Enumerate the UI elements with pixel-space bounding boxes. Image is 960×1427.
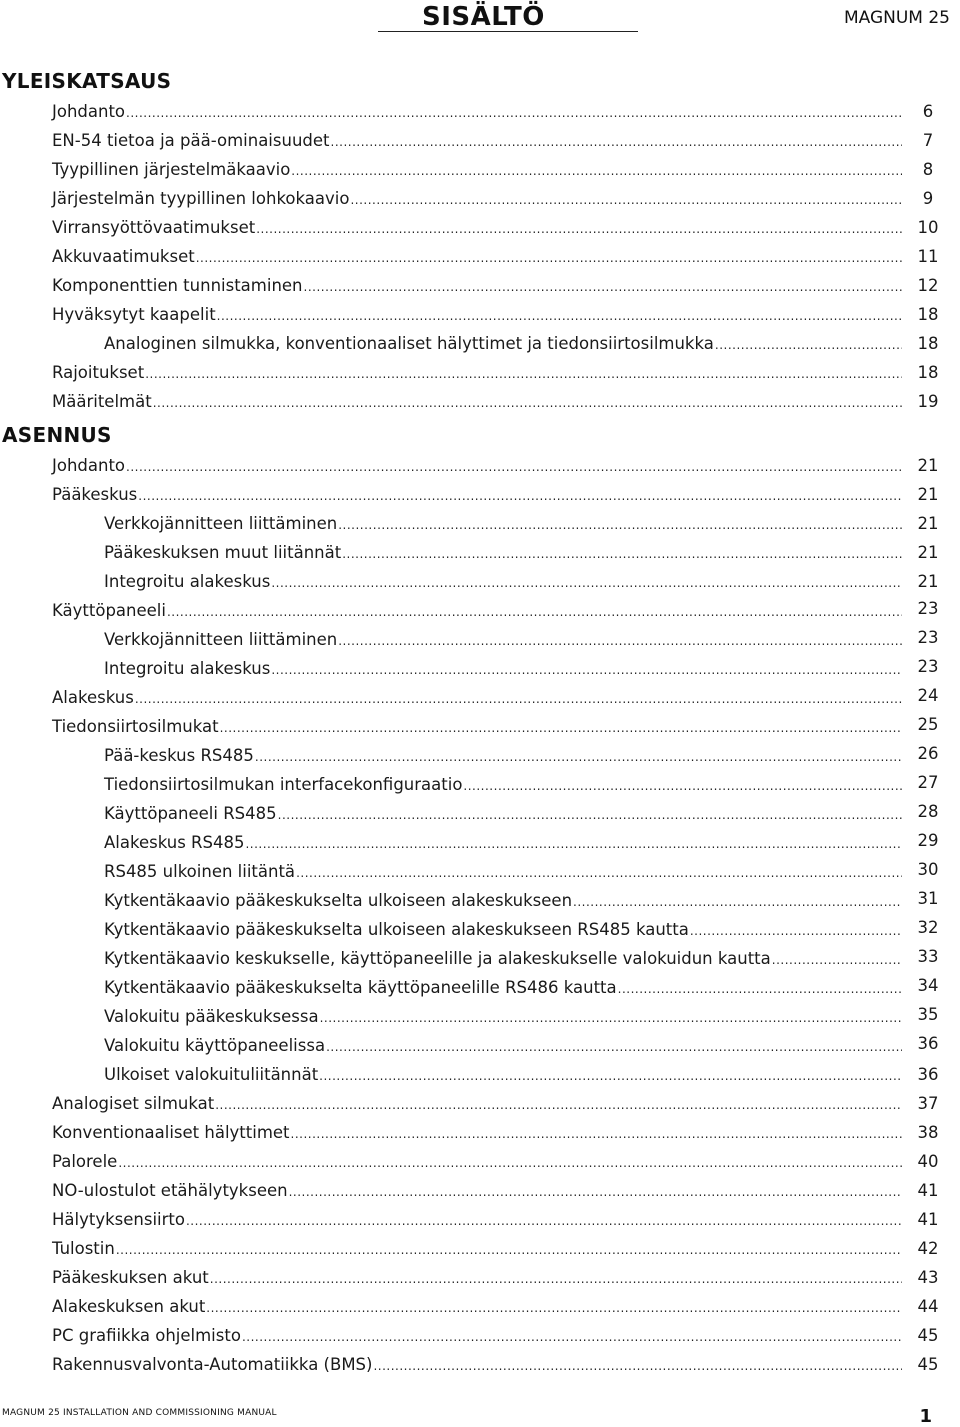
toc-entry-title: RS485 ulkoinen liitäntä [104, 862, 296, 881]
toc-entry [52, 714, 902, 740]
dot-leader [573, 889, 902, 915]
dot-leader [245, 831, 902, 857]
toc-entry-title: Akkuvaatimukset [52, 247, 195, 266]
footer-manual-title: MAGNUM 25 INSTALLATION AND COMMISSIONING MANUAL [2, 1408, 277, 1418]
dot-leader [242, 1324, 902, 1350]
toc-entry [104, 627, 902, 653]
toc-page-number: 40 [917, 1152, 939, 1171]
dot-leader [220, 715, 902, 741]
toc-page-number: 25 [917, 715, 939, 734]
toc-entry [104, 1062, 902, 1088]
dot-leader [342, 541, 902, 567]
toc-entry [104, 859, 902, 885]
dot-leader [138, 483, 902, 509]
toc-entry-title: Hälytyksensiirto [52, 1210, 185, 1229]
toc-page-number: 18 [917, 363, 939, 382]
toc-entry [52, 99, 902, 125]
toc-entry-title: EN-54 tietoa ja pää-ominaisuudet [52, 131, 330, 150]
toc-page-number: 33 [917, 947, 939, 966]
toc-page-number: 41 [917, 1210, 939, 1229]
dot-leader [215, 1092, 902, 1118]
toc-entry-title: Kytkentäkaavio keskukselle, käyttöpaneelille ja alakeskukselle valokuidun kautta [104, 949, 771, 968]
toc-entry-title: Integroitu alakeskus [104, 572, 271, 591]
dot-leader [326, 1034, 902, 1060]
toc-page-number: 9 [922, 189, 934, 208]
toc-entry-title: Analogiset silmukat [52, 1094, 215, 1113]
toc-page-number: 24 [917, 686, 939, 705]
toc-entry-title: Alakeskus [52, 688, 134, 707]
toc-page-number: 36 [917, 1034, 939, 1053]
toc-page-number: 21 [917, 456, 939, 475]
dot-leader [319, 1063, 902, 1089]
dot-leader [186, 1208, 902, 1234]
toc-entry-title: Analoginen silmukka, konventionaaliset hälyttimet ja tiedonsiirtosilmukka [104, 334, 714, 353]
toc-page-number: 23 [917, 628, 939, 647]
dot-leader [463, 773, 902, 799]
toc-page-number: 38 [917, 1123, 939, 1142]
toc-entry-title: Konventionaaliset hälyttimet [52, 1123, 290, 1142]
dot-leader [210, 1266, 902, 1292]
toc-page-number: 18 [917, 334, 939, 353]
dot-leader [217, 303, 902, 329]
toc-page-number: 7 [922, 131, 934, 150]
dot-leader [373, 1353, 902, 1379]
toc-entry [52, 1236, 902, 1262]
toc-entry [52, 1207, 902, 1233]
product-name: MAGNUM 25 [843, 8, 950, 28]
toc-entry [104, 511, 902, 537]
toc-page-number: 35 [917, 1005, 939, 1024]
toc-entry-title: Kytkentäkaavio pääkeskukselta käyttöpaneelille RS486 kautta [104, 978, 617, 997]
toc-entry [52, 453, 902, 479]
dot-leader [338, 628, 902, 654]
toc-entry-title: Virransyöttövaatimukset [52, 218, 256, 237]
dot-leader [116, 1237, 902, 1263]
toc-entry [104, 1033, 902, 1059]
dot-leader [278, 802, 902, 828]
footer-page-number: 1 [919, 1406, 932, 1427]
toc-page-number: 29 [917, 831, 939, 850]
toc-entry-title: Alakeskuksen akut [52, 1297, 206, 1316]
dot-leader [291, 158, 902, 184]
toc-entry-title: Käyttöpaneeli [52, 601, 166, 620]
dot-leader [772, 947, 902, 973]
dot-leader [118, 1150, 902, 1176]
dot-leader [291, 1121, 902, 1147]
toc-page-number: 8 [922, 160, 934, 179]
toc-entry-title: Pääkeskus [52, 485, 138, 504]
toc-entry [52, 1149, 902, 1175]
section-heading-installation: ASENNUS [2, 423, 112, 447]
toc-entry [104, 772, 902, 798]
toc-entry [104, 801, 902, 827]
toc-entry-title: Määritelmät [52, 392, 152, 411]
dot-leader [690, 918, 902, 944]
toc-entry-title: PC grafiikka ohjelmisto [52, 1326, 241, 1345]
toc-entry [52, 482, 902, 508]
toc-entry-title: Rajoitukset [52, 363, 145, 382]
toc-entry-title: Järjestelmän tyypillinen lohkokaavio [52, 189, 350, 208]
toc-entry-title: Pääkeskuksen akut [52, 1268, 209, 1287]
toc-entry [104, 569, 902, 595]
toc-entry [52, 186, 902, 212]
toc-page-number: 37 [917, 1094, 939, 1113]
toc-page-number: 32 [917, 918, 939, 937]
dot-leader [196, 245, 902, 271]
toc-entry [52, 685, 902, 711]
dot-leader [153, 390, 902, 416]
dot-leader [206, 1295, 902, 1321]
toc-entry [52, 1265, 902, 1291]
page-title: SISÄLTÖ [378, 4, 638, 32]
toc-entry [104, 656, 902, 682]
toc-entry-title: Verkkojännitteen liittäminen [104, 514, 338, 533]
toc-page-number: 21 [917, 543, 939, 562]
dot-leader [167, 599, 902, 625]
toc-page-number: 23 [917, 599, 939, 618]
dot-leader [256, 216, 902, 242]
toc-page-number: 21 [917, 572, 939, 591]
toc-entry-title: Johdanto [52, 456, 126, 475]
toc-entry-title: Kytkentäkaavio pääkeskukselta ulkoiseen alakeskukseen [104, 891, 573, 910]
toc-entry-title: Rakennusvalvonta-Automatiikka (BMS) [52, 1355, 373, 1374]
toc-entry [52, 128, 902, 154]
dot-leader [126, 100, 902, 126]
toc-entry [104, 917, 902, 943]
toc-entry [104, 743, 902, 769]
dot-leader [145, 361, 902, 387]
toc-entry [52, 1120, 902, 1146]
toc-page-number: 45 [917, 1326, 939, 1345]
toc-page-number: 18 [917, 305, 939, 324]
toc-entry-title: Johdanto [52, 102, 126, 121]
toc-entry-title: Ulkoiset valokuituliitännät [104, 1065, 319, 1084]
toc-entry [52, 302, 902, 328]
toc-entry-title: Tulostin [52, 1239, 115, 1258]
toc-entry-title: Palorele [52, 1152, 118, 1171]
toc-entry-title: Tiedonsiirtosilmukat [52, 717, 219, 736]
toc-entry [52, 1091, 902, 1117]
toc-page-number: 36 [917, 1065, 939, 1084]
toc-entry-title: Tyypillinen järjestelmäkaavio [52, 160, 291, 179]
toc-entry [52, 157, 902, 183]
dot-leader [350, 187, 902, 213]
toc-entry [52, 360, 902, 386]
toc-page-number: 21 [917, 514, 939, 533]
toc-entry-title: Integroitu alakeskus [104, 659, 271, 678]
toc-page-number: 26 [917, 744, 939, 763]
dot-leader [296, 860, 902, 886]
toc-page-number: 19 [917, 392, 939, 411]
dot-leader [304, 274, 902, 300]
toc-page-number: 30 [917, 860, 939, 879]
toc-page-number: 45 [917, 1355, 939, 1374]
dot-leader [715, 332, 902, 358]
toc-entry [104, 888, 902, 914]
toc-entry [104, 946, 902, 972]
toc-entry [104, 540, 902, 566]
toc-entry [104, 331, 902, 357]
toc-entry [52, 1352, 902, 1378]
toc-entry-title: Tiedonsiirtosilmukan interfacekonfiguraatio [104, 775, 463, 794]
dot-leader [126, 454, 902, 480]
dot-leader [338, 512, 902, 538]
toc-entry-title: Käyttöpaneeli RS485 [104, 804, 277, 823]
toc-entry [52, 244, 902, 270]
toc-entry-title: Komponenttien tunnistaminen [52, 276, 303, 295]
dot-leader [255, 744, 902, 770]
toc-page-number: 31 [917, 889, 939, 908]
toc-entry [52, 215, 902, 241]
toc-page-number: 11 [917, 247, 939, 266]
toc-entry [104, 1004, 902, 1030]
dot-leader [289, 1179, 902, 1205]
toc-entry-title: Hyväksytyt kaapelit [52, 305, 216, 324]
toc-page-number: 27 [917, 773, 939, 792]
toc-page-number: 12 [917, 276, 939, 295]
toc-entry-title: Kytkentäkaavio pääkeskukselta ulkoiseen alakeskukseen RS485 kautta [104, 920, 689, 939]
dot-leader [135, 686, 902, 712]
toc-entry [104, 830, 902, 856]
toc-page-number: 42 [917, 1239, 939, 1258]
toc-entry [52, 273, 902, 299]
dot-leader [271, 570, 902, 596]
toc-page-number: 6 [922, 102, 934, 121]
toc-page-number: 23 [917, 657, 939, 676]
toc-entry [104, 975, 902, 1001]
section-heading-overview: YLEISKATSAUS [2, 69, 172, 93]
toc-page-number: 44 [917, 1297, 939, 1316]
toc-entry-title: Valokuitu käyttöpaneelissa [104, 1036, 326, 1055]
toc-page-number: 34 [917, 976, 939, 995]
toc-entry-title: Pää-keskus RS485 [104, 746, 254, 765]
toc-entry [52, 1323, 902, 1349]
toc-page-number: 43 [917, 1268, 939, 1287]
toc-page-number: 28 [917, 802, 939, 821]
dot-leader [331, 129, 903, 155]
toc-entry [52, 389, 902, 415]
toc-entry-title: Pääkeskuksen muut liitännät [104, 543, 342, 562]
toc-entry-title: Verkkojännitteen liittäminen [104, 630, 338, 649]
toc-entry [52, 598, 902, 624]
toc-page-number: 41 [917, 1181, 939, 1200]
toc-entry-title: Valokuitu pääkeskuksessa [104, 1007, 319, 1026]
toc-page-number: 21 [917, 485, 939, 504]
toc-entry-title: Alakeskus RS485 [104, 833, 245, 852]
toc-entry [52, 1294, 902, 1320]
toc-entry-title: NO-ulostulot etähälytykseen [52, 1181, 288, 1200]
dot-leader [271, 657, 902, 683]
toc-entry [52, 1178, 902, 1204]
toc-page-number: 10 [917, 218, 939, 237]
dot-leader [320, 1005, 902, 1031]
dot-leader [618, 976, 902, 1002]
